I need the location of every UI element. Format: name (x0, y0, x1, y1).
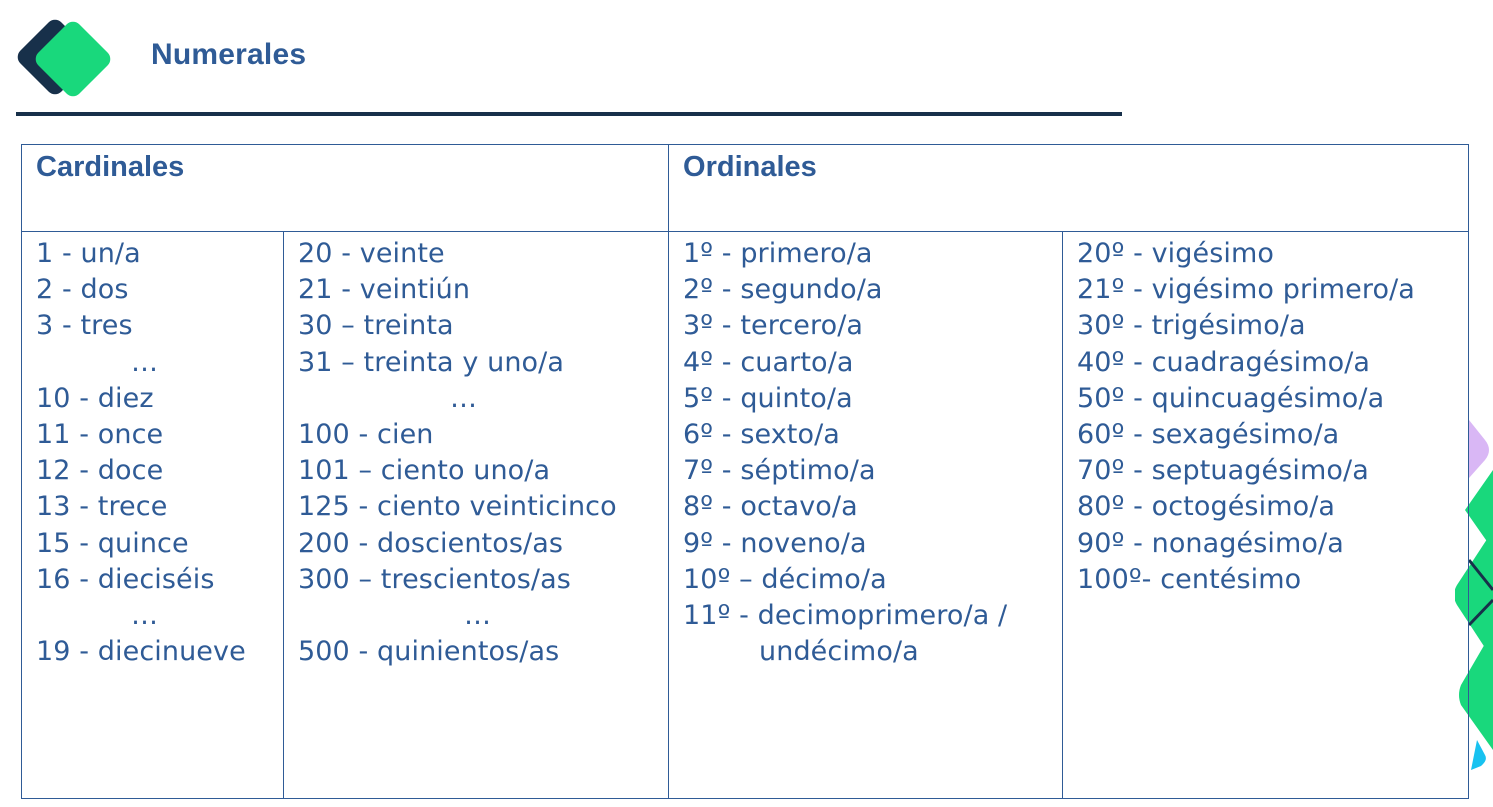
cardinales-header: Cardinales (22, 145, 669, 232)
list-item: 1 - un/a (36, 238, 141, 269)
list-item: 80º - octogésimo/a (1077, 491, 1336, 523)
page-title: Numerales (151, 38, 307, 71)
list-item: 13 - trece (36, 491, 168, 523)
list-item: 31 – treinta y uno/a (298, 346, 565, 378)
list-item: 8º - octavo/a (683, 491, 858, 523)
list-item: 20 - veinte (298, 238, 445, 269)
list-item: 4º - cuarto/a (683, 346, 854, 378)
ordinales-column-1 (669, 232, 1063, 799)
ellipsis: … (131, 600, 159, 632)
header-row (22, 145, 1469, 232)
list-item: 3 - tres (36, 310, 133, 342)
list-item: 19 - diecinueve (36, 636, 246, 668)
list-item: 16 - dieciséis (36, 563, 215, 595)
list-item: 90º - nonagésimo/a (1077, 527, 1344, 559)
list-item: 3º - tercero/a (683, 310, 864, 342)
list-item: 21 - veintiún (298, 274, 471, 306)
list-item: 20º - vigésimo (1077, 238, 1275, 269)
list-item: 125 - ciento veinticinco (298, 491, 617, 523)
ordinales-header: Ordinales (669, 145, 1469, 232)
list-item: 7º - séptimo/a (683, 455, 876, 487)
list-item: 30º - trigésimo/a (1077, 310, 1306, 342)
list-item: 50º - quincuagésimo/a (1077, 382, 1385, 414)
cardinales-column-1 (22, 232, 284, 799)
title-divider (16, 112, 1122, 116)
content-row (22, 232, 1469, 799)
list-item: 11 - once (36, 419, 164, 451)
ellipsis: … (131, 346, 159, 378)
list-item: 11º - decimoprimero/a / (683, 600, 1008, 632)
list-item: 30 – treinta (298, 310, 454, 342)
list-item: 100 - cien (298, 419, 434, 451)
list-item: 6º - sexto/a (683, 419, 840, 451)
list-item: 300 – trescientos/as (298, 563, 571, 595)
list-item: 1º - primero/a (683, 238, 873, 269)
list-item: 2º - segundo/a (683, 274, 883, 306)
list-item-continuation: undécimo/a (759, 636, 919, 668)
list-item: 60º - sexagésimo/a (1077, 419, 1340, 451)
numerals-table (21, 144, 1469, 799)
list-item: 10 - diez (36, 382, 154, 414)
diamond-logo-icon (6, 10, 122, 110)
ordinales-column-2 (1063, 232, 1469, 799)
list-item: 9º - noveno/a (683, 527, 867, 559)
list-item: 10º – décimo/a (683, 563, 887, 595)
list-item: 100º- centésimo (1077, 563, 1302, 595)
list-item: 101 – ciento uno/a (298, 455, 551, 487)
cardinales-column-2 (284, 232, 669, 799)
list-item: 12 - doce (36, 455, 164, 487)
list-item: 500 - quinientos/as (298, 636, 560, 668)
list-item: 40º - cuadragésimo/a (1077, 346, 1371, 378)
list-item: 5º - quinto/a (683, 382, 853, 414)
list-item: 2 - dos (36, 274, 129, 306)
list-item: 70º - septuagésimo/a (1077, 455, 1369, 487)
ellipsis: … (450, 382, 478, 414)
ellipsis: … (464, 600, 492, 632)
list-item: 21º - vigésimo primero/a (1077, 274, 1415, 306)
list-item: 200 - doscientos/as (298, 527, 564, 559)
list-item: 15 - quince (36, 527, 189, 559)
